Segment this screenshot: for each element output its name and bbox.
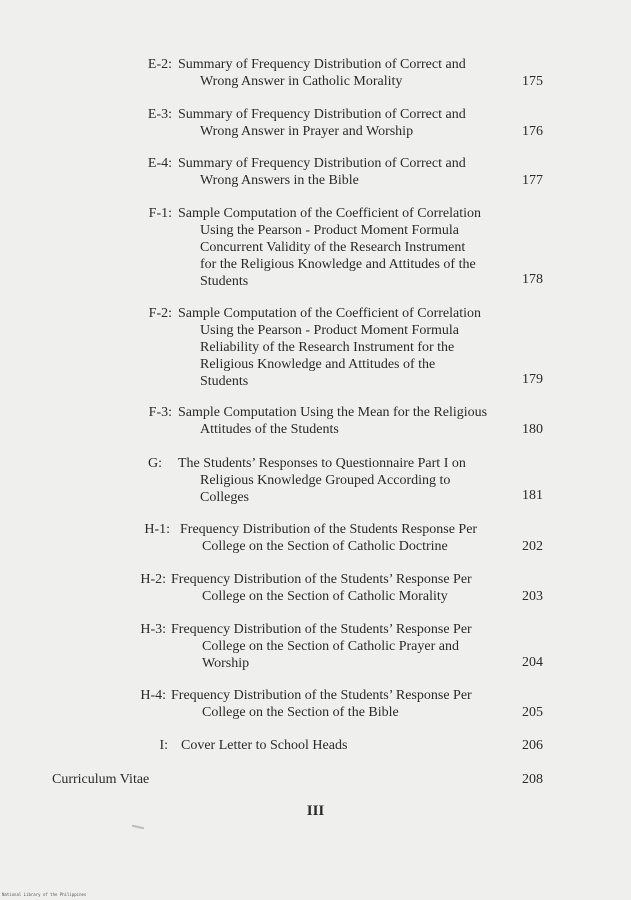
entry-page-number: 177 [522,173,543,188]
title-line: Sample Computation Using the Mean for the Religious [178,405,488,420]
title-line: Wrong Answers in the Bible [200,173,359,188]
title-line: Students [200,274,249,289]
entry-code: E-4: [147,156,172,171]
entry-code: E-2: [147,57,172,72]
curriculum-vitae-label: Curriculum Vitae [52,772,150,787]
entry-page-number: 176 [522,124,543,139]
title-line: Frequency Distribution of the Students’ Response Per [171,622,472,637]
scan-smudge [132,825,144,829]
entry-title [178,106,508,140]
entry-title [178,155,508,189]
entry-page-number: 178 [522,272,543,287]
entry-title [171,621,501,672]
entry-title [181,737,511,754]
title-line: College on the Section of Catholic Doctrine [202,539,448,554]
entry-code: H-1: [144,522,170,537]
title-line: Using the Pearson - Product Moment Formula [200,323,459,338]
entry-page-number: 206 [522,738,543,753]
entry-code: F-3: [148,405,172,420]
entry-title [171,571,501,605]
title-line: Frequency Distribution of the Students Response Per [180,522,478,537]
title-line: Summary of Frequency Distribution of Correct and [178,107,466,122]
library-footer: National Library of the Philippines [2,892,87,897]
entry-code: G: [148,456,162,471]
title-line: Frequency Distribution of the Students’ Response Per [171,688,472,703]
title-line: Reliability of the Research Instrument for the [200,340,455,355]
entry-title [178,305,508,390]
entry-code: F-1: [148,206,172,221]
title-line: Sample Computation of the Coefficient of Correlation [178,306,482,321]
title-line: Colleges [200,490,249,505]
entry-page-number: 180 [522,422,543,437]
title-line: Religious Knowledge and Attitudes of the [200,357,436,372]
title-line: Wrong Answer in Catholic Morality [200,74,403,89]
entry-code: H-2: [140,572,166,587]
entry-title [178,56,508,90]
entry-title [180,521,510,555]
entry-code: I: [159,738,168,753]
entry-page-number: 205 [522,705,543,720]
title-line: College on the Section of Catholic Prayer and [202,639,459,654]
entry-page-number: 204 [522,655,543,670]
entry-code: H-4: [140,688,166,703]
title-line: Summary of Frequency Distribution of Correct and [178,156,466,171]
entry-title [178,455,508,506]
title-line: Students [200,374,249,389]
page-number: III [306,803,325,819]
entry-title [171,687,501,721]
title-line: College on the Section of Catholic Morality [202,589,448,604]
title-line: for the Religious Knowledge and Attitudes of the [200,257,476,272]
title-line: Summary of Frequency Distribution of Correct and [178,57,466,72]
title-line: Wrong Answer in Prayer and Worship [200,124,414,139]
title-line: College on the Section of the Bible [202,705,399,720]
entry-title [178,205,508,290]
title-line: Attitudes of the Students [200,422,339,437]
curriculum-vitae-page-number: 208 [522,772,543,787]
entry-page-number: 179 [522,372,543,387]
entry-page-number: 181 [522,488,543,503]
entry-page-number: 202 [522,539,543,554]
title-line: Concurrent Validity of the Research Instrument [200,240,466,255]
entry-code: H-3: [140,622,166,637]
title-line: Sample Computation of the Coefficient of Correlation [178,206,482,221]
title-line: Frequency Distribution of the Students’ Response Per [171,572,472,587]
entry-page-number: 175 [522,74,543,89]
entry-code: E-3: [147,107,172,122]
entry-title [178,404,508,438]
entry-page-number: 203 [522,589,543,604]
title-line: Religious Knowledge Grouped According to [200,473,451,488]
title-line: Using the Pearson - Product Moment Formula [200,223,459,238]
entry-code: F-2: [148,306,172,321]
title-line: The Students’ Responses to Questionnaire Part I on [178,456,466,471]
title-line: Cover Letter to School Heads [181,738,348,753]
title-line: Worship [202,656,250,671]
